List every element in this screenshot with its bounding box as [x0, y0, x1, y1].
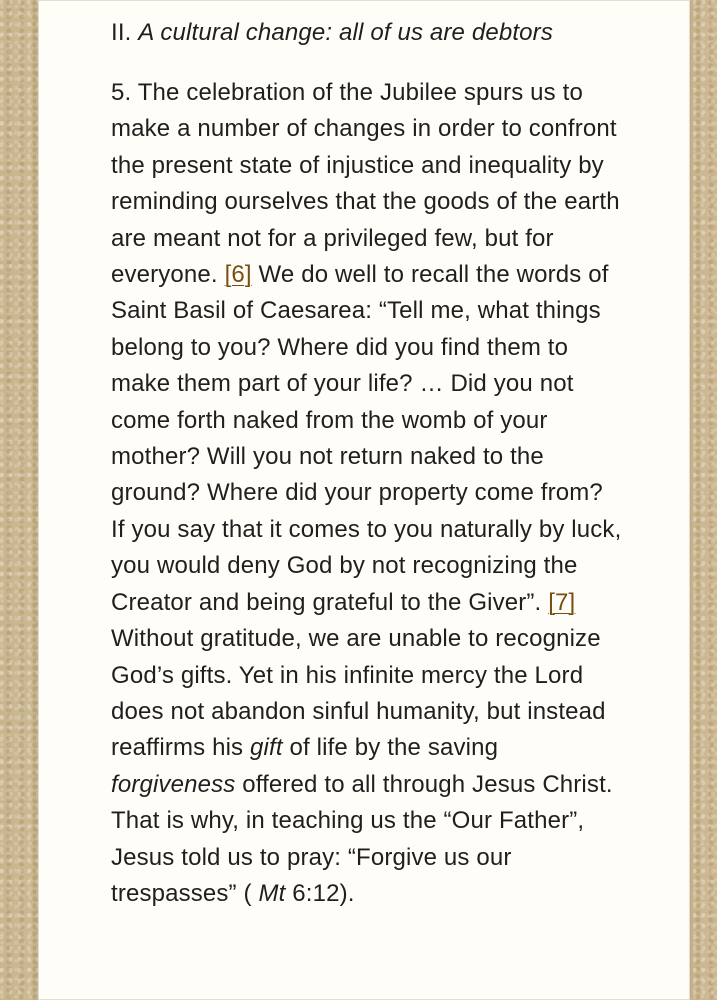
section-number: II. — [111, 19, 132, 46]
footnote-link-6[interactable]: [6] — [224, 261, 252, 289]
paragraph-5 — [111, 75, 623, 912]
paragraph-text-2: We do well to recall the words of Saint Basil of Caesarea: “Tell me, what things belong to you? Where did you find them to make them part of your life? … Did you not come forth naked from the womb of your mother? Will you not return naked to the ground? Where did your property come from? If you say that it comes to you naturally by luck, you would deny God by not recognizing the Creator and being grateful to the Giver”. — [111, 261, 622, 616]
paragraph-text-6: 6:12). — [292, 879, 355, 907]
section-heading — [111, 16, 623, 50]
document-content — [111, 16, 623, 912]
document-page — [38, 0, 690, 1000]
section-title: A cultural change: all of us are debtors — [138, 19, 553, 46]
paragraph-text-4: of life by the saving — [289, 734, 499, 762]
citation-book: Mt — [258, 879, 286, 907]
paragraph-text-3: Without gratitude, we are unable to recognize God’s gifts. Yet in his infinite mercy the Lord does not abandon sinful humanity, but instead reaffirms his — [111, 625, 606, 762]
italic-forgiveness: forgiveness — [111, 770, 236, 798]
paragraph-text-1: The celebration of the Jubilee spurs us to make a number of changes in order to confront the present state of injustice and inequality by reminding ourselves that the goods of the earth are meant not for a privileged few, but for everyone. — [111, 79, 620, 289]
paragraph-number: 5. — [111, 79, 132, 106]
paragraph-text-5: offered to all through Jesus Christ. That is why, in teaching us the “Our Father”, Jesus told us to pray: “Forgive us our trespasses” ( — [111, 770, 613, 907]
italic-gift: gift — [250, 734, 283, 762]
footnote-link-7[interactable]: [7] — [548, 588, 576, 616]
